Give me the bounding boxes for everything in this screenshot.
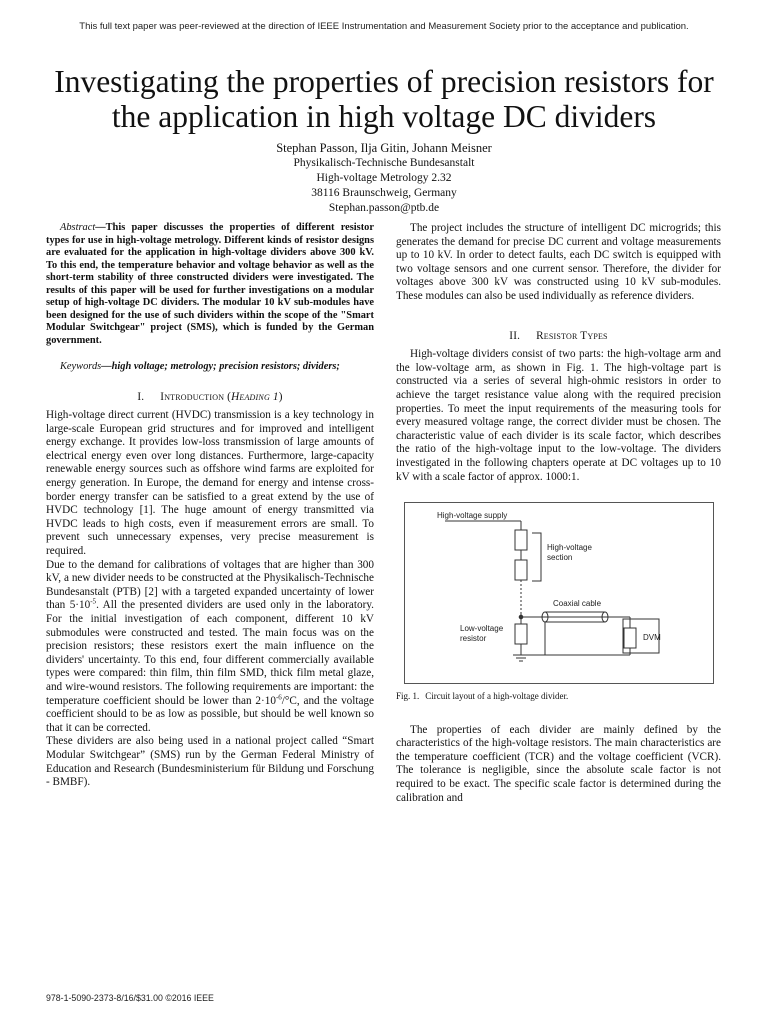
figure-caption-label: Fig. 1. (396, 691, 420, 702)
intro-p2-part-a: Due to the demand for calibrations of voltages that are higher than 300 kV, a new divider needs to be constructed at the Physikalisch-Technische Bundesanstalt (PTB) [2] with a targeted expanded uncertainty of lower than 5·10 (46, 558, 374, 612)
circuit-figure (404, 502, 714, 684)
paper-title (30, 64, 738, 134)
label-dvm: DVM (643, 633, 661, 643)
label-hv-section-2: section (547, 553, 573, 563)
figure-caption-text: Circuit layout of a high-voltage divider. (425, 691, 569, 702)
abstract-lead: Abstract (60, 222, 96, 233)
peer-review-notice: This full text paper was peer-reviewed at the direction of IEEE Instrumentation and Measurement Society prior to the acceptance and publication. (79, 21, 689, 32)
keywords-dash: — (101, 361, 112, 372)
intro-paragraph-3: These dividers are also being used in a national project called “Smart Modular Switchgear” (SMS) run by the German Federal Ministry of Education and Research (Bundesministerium für Bildung und Forschung - BMBF). (46, 735, 374, 789)
abstract (46, 222, 374, 347)
section-1-heading (46, 391, 374, 405)
intro-p2-part-b: . All the presented dividers are used only in the laboratory. For the initial investigation of each component, different 10 kV submodules were constructed and tested. The main focus was on the precision resistors; these resistors exert the main influence on the dividers' uncertainty. To this end, four different commercially available types were compared: thin film, thin film SMD, thick film metal glaze, and wire-wound resistors. The following requirements are important: the temperature coefficient should be lower than 2·10 (46, 599, 374, 707)
title-line-2: the application in high voltage DC dividers (111, 99, 657, 134)
section-2-title: Resistor Types (536, 329, 608, 342)
intro-paragraph-2 (46, 559, 374, 736)
author-names: Stephan Passon, Ilja Gitin, Johann Meisner (276, 141, 492, 155)
dvm-input-resistor (624, 628, 636, 648)
left-column (46, 222, 374, 790)
circuit-diagram (405, 503, 713, 683)
hv-resistor-2 (515, 560, 527, 580)
resistor-types-paragraph-1: High-voltage dividers consist of two parts: the high-voltage arm and the low-voltage arm, as shown in Fig. 1. The high-voltage part is constructed via a series of several high-ohmic resistors in order to achieve the target resistance value along with the required precision properties. To meet the input requirements of the measuring tools for every measured voltage range, the correct divider must be chosen. The characteristic value of each divider is its scale factor, which describes the ratio of the high-voltage input to the low-voltage. The dividers investigated in the following chapters operate at DC voltages up to 10 kV with a scale factor of approx. 1000:1. (396, 348, 721, 483)
right-column (396, 222, 721, 805)
author-institution: Physikalisch-Technische Bundesanstalt (293, 157, 475, 169)
label-lv-resistor-1: Low-voltage (460, 624, 504, 634)
section-1-title-end: ) (278, 390, 283, 403)
keywords-lead: Keywords (60, 361, 102, 372)
label-hv-supply: High-voltage supply (437, 511, 508, 521)
author-department: High-voltage Metrology 2.32 (316, 172, 452, 184)
intro-p2-exponent-1: -5 (90, 597, 97, 606)
title-line-1: Investigating the properties of precision resistors for (54, 64, 714, 99)
abstract-text: This paper discusses the properties of different resistor types for use in high-voltage metrology. Different kinds of resistor designs are evaluated for the application in high-voltage dividers above 300 kV. To this end, the temperature behavior and voltage behavior as well as the short-term stability of three constructed dividers were investigated. The results of this paper will be used for further investigations on a modular setup of high-voltage DC dividers. The modular 10 kV sub-modules have been designed for the use of such dividers within the scope of the "Smart Modular Switchgear" project (SMS), which is funded by the German government. (46, 222, 374, 346)
section-2-heading (396, 330, 721, 344)
label-lv-resistor-2: resistor (460, 634, 487, 644)
copyright-footer: 978-1-5090-2373-8/16/$31.00 ©2016 IEEE (46, 993, 214, 1003)
keywords-text: high voltage; metrology; precision resistors; dividers; (111, 361, 340, 372)
keywords (46, 361, 374, 374)
intro-paragraph-1: High-voltage direct current (HVDC) transmission is a key technology in large-scale European grid structures and for improved and intelligent energy exchange. It provides low-loss transmission of large amounts of electrical energy even over long distances. Furthermore, large-capacity renewable energy sources such as offshore wind farms are exploited for energy generation. In Europe, the demand for energy and intense cross-border energy transfer can be satisfied to a great extend by the use of HVDC technology [1]. The huge amount of energy transmitted via HVDC leads to high costs, even if measurement errors are small. To prevent such unnecessary expenses, very precise measurement is required. (46, 409, 374, 558)
label-hv-section-1: High-voltage (547, 543, 592, 553)
author-block (0, 141, 768, 216)
section-2-number: II. (509, 329, 521, 342)
hv-resistor-1 (515, 530, 527, 550)
resistor-types-paragraph-2: The properties of each divider are mainly defined by the characteristics of the high-voltage resistors. The main characteristics are the temperature coefficient (TCR) and the voltage coefficient (VCR). The tolerance is negligible, since the absolute scale factor is not required to be exact. The specific scale factor is determined during the calibration and (396, 723, 721, 804)
lv-resistor (515, 624, 527, 644)
label-coax: Coaxial cable (553, 599, 602, 609)
section-1-title-italic: Heading 1 (231, 390, 279, 403)
section-1-title: Introduction ( (160, 390, 232, 403)
intro-p2-part-c: /°C, and the voltage coefficient should to be as low as possible, but should be well known so that it can be corrected. (46, 694, 374, 734)
hv-section-bracket (532, 533, 541, 581)
abstract-dash: — (95, 222, 106, 233)
section-1-number: I. (137, 390, 145, 403)
author-address: 38116 Braunschweig, Germany (311, 187, 457, 199)
figure-caption (396, 690, 721, 704)
project-paragraph: The project includes the structure of intelligent DC microgrids; this generates the demand for precise DC current and voltage measurements up to 10 kV. In order to detect faults, each DC switch is equipped with two voltage sensors and one current sensor. Therefore, the divider for voltages above 300 kV was constructed using 10 kV sub-modules. These modules can also be used individually as reference dividers. (396, 222, 721, 302)
author-email[interactable]: Stephan.passon@ptb.de (328, 202, 440, 214)
intro-p2-exponent-2: -6 (275, 692, 282, 701)
